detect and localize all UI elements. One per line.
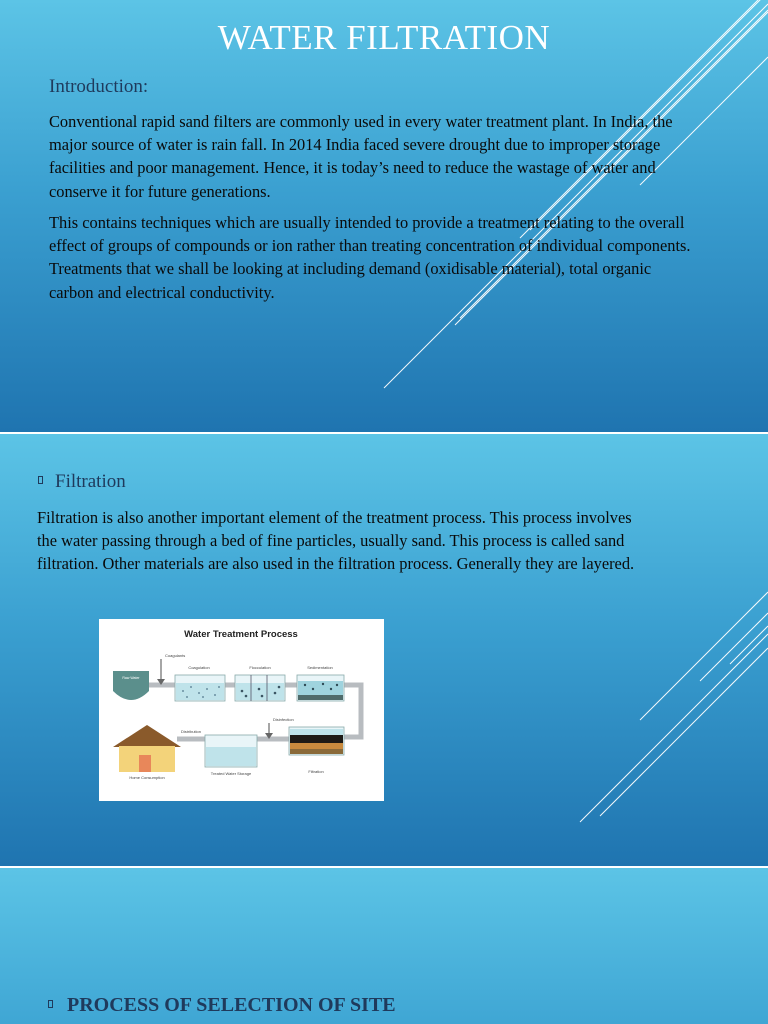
label-raw-water: Raw Water: [122, 676, 140, 680]
label-coagulants: Coagulants: [165, 653, 186, 658]
label-treated-water-storage: Treated Water Storage: [210, 771, 252, 776]
water-treatment-diagram: [99, 619, 384, 801]
slide-title: WATER FILTRATION: [217, 18, 551, 57]
intro-paragraph-2: This contains techniques which are usually intended to provide a treatment relating to the overall effect of groups of compounds or ion rather than treating concentration of individual components. Treatments that we shall be looking at including demand (oxidisable material), total organic carbon and electrical conductivity.: [49, 213, 691, 302]
label-sedimentation: Sedimentation: [307, 665, 333, 670]
intro-paragraph-1: Conventional rapid sand filters are commonly used in every water treatment plant. In India, the major source of water is rain fall. In 2014 India faced severe drought due to improper storage facilities and poor management. Hence, it is today’s need to reduce the wastage of water and conserve it for future generations.: [49, 112, 673, 201]
slide-filtration: [0, 434, 768, 866]
bullet-icon: [38, 476, 43, 484]
slide-site-selection: [0, 868, 768, 1024]
diagram-title: Water Treatment Process: [184, 629, 298, 640]
site-selection-heading: PROCESS OF SELECTION OF SITE: [67, 994, 396, 1016]
filtration-heading: Filtration: [55, 471, 126, 492]
filtration-paragraph: Filtration is also another important element of the treatment process. This process involves the water passing through a bed of fine particles, usually sand. This process is called sand filtration. Other materials are also used in the filtration process. Generally they are layered.: [37, 508, 635, 574]
bullet-icon: [48, 1000, 53, 1008]
label-home-consumption: Home Consumption: [129, 775, 165, 780]
label-flocculation: Flocculation: [249, 665, 271, 670]
intro-heading: Introduction:: [49, 76, 149, 97]
label-filtration: Filtration: [308, 769, 324, 774]
label-distribution: Distribution: [180, 729, 202, 734]
slide-introduction: [0, 0, 768, 432]
label-coagulation: Coagulation: [188, 665, 210, 670]
label-disinfection: Disinfection: [273, 717, 294, 722]
